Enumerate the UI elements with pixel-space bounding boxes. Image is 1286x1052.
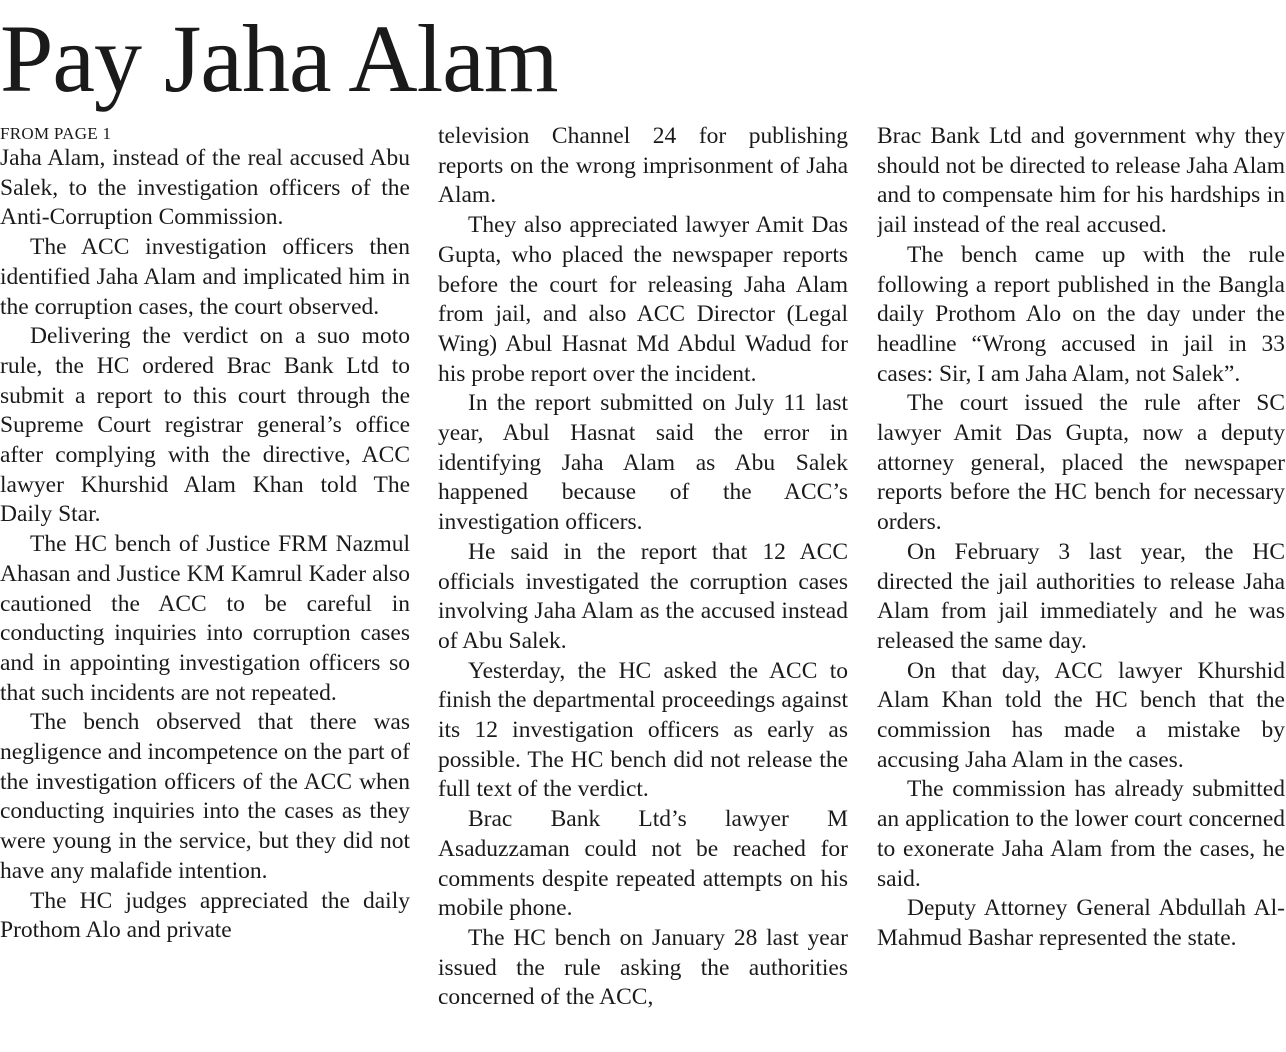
column-2 bbox=[438, 122, 848, 1046]
paragraph: The bench observed that there was negligence and incompetence on the part of the investigation officers of the ACC when conducting inquiries into the cases as they were young in the service, but they did not have any malafide intention. bbox=[0, 709, 410, 884]
paragraph: In the report submitted on July 11 last year, Abul Hasnat said the error in identifying Jaha Alam as Abu Salek happened because of the ACC’s investigation officers. bbox=[438, 390, 848, 536]
paragraph: The HC bench on January 28 last year issued the rule asking the authorities concerned of the ACC, bbox=[438, 924, 848, 1011]
paragraph: Jaha Alam, instead of the real accused Abu Salek, to the investigation officers of the Anti-Corruption Commission. bbox=[0, 145, 410, 231]
paragraph: The HC bench of Justice FRM Nazmul Ahasan and Justice KM Kamrul Kader also cautioned the ACC to be careful in conducting inquiries into corruption cases and in appointing investigation officers so that such incidents are not repeated. bbox=[0, 531, 410, 706]
paragraph: Delivering the verdict on a suo moto rule, the HC ordered Brac Bank Ltd to submit a report to this court through the Supreme Court registrar general’s office after complying with the directive, ACC lawyer Khurshid Alam Khan told The Daily Star. bbox=[0, 323, 410, 528]
paragraph: They also appreciated lawyer Amit Das Gupta, who placed the newspaper reports before the court for releasing Jaha Alam from jail, and also ACC Director (Legal Wing) Abul Hasnat Md Abdul Wadud for his probe report over the incident. bbox=[438, 212, 848, 387]
paragraph: On February 3 last year, the HC directed the jail authorities to release Jaha Alam from jail immediately and he was released the same day. bbox=[877, 538, 1285, 654]
headline: Pay Jaha Alam bbox=[0, 5, 558, 112]
column-3 bbox=[877, 122, 1285, 1046]
paragraph: The commission has already submitted an application to the lower court concerned to exonerate Jaha Alam from the cases, he said. bbox=[877, 776, 1285, 892]
paragraph: On that day, ACC lawyer Khurshid Alam Khan told the HC bench that the commission has made a mistake by accusing Jaha Alam in the cases. bbox=[877, 657, 1285, 773]
paragraph: Brac Bank Ltd’s lawyer M Asaduzzaman could not be reached for comments despite repeated attempts on his mobile phone. bbox=[438, 806, 848, 922]
paragraph: The HC judges appreciated the daily Prothom Alo and private bbox=[0, 887, 410, 944]
paragraph: The ACC investigation officers then identified Jaha Alam and implicated him in the corruption cases, the court observed. bbox=[0, 234, 410, 320]
paragraph: The court issued the rule after SC lawyer Amit Das Gupta, now a deputy attorney general, placed the newspaper reports before the HC bench for necessary orders. bbox=[877, 390, 1285, 536]
paragraph: television Channel 24 for publishing reports on the wrong imprisonment of Jaha Alam. bbox=[438, 123, 848, 209]
column-1 bbox=[0, 124, 410, 1048]
paragraph: The bench came up with the rule following a report published in the Bangla daily Prothom Alo on the day under the headline “Wrong accused in jail in 33 cases: Sir, I am Jaha Alam, not Salek”. bbox=[877, 241, 1285, 387]
paragraph: He said in the report that 12 ACC officials investigated the corruption cases involving Jaha Alam as the accused instead of Abu Salek. bbox=[438, 538, 848, 654]
continuation-kicker: FROM PAGE 1 bbox=[0, 124, 112, 143]
paragraph: Brac Bank Ltd and government why they should not be directed to release Jaha Alam and to compensate him for his hardships in jail instead of the real accused. bbox=[877, 123, 1285, 239]
paragraph: Deputy Attorney General Abdullah Al-Mahmud Bashar represented the state. bbox=[877, 895, 1285, 951]
paragraph: Yesterday, the HC asked the ACC to finish the departmental proceedings against its 12 investigation officers as early as possible. The HC bench did not release the full text of the verdict. bbox=[438, 657, 848, 803]
